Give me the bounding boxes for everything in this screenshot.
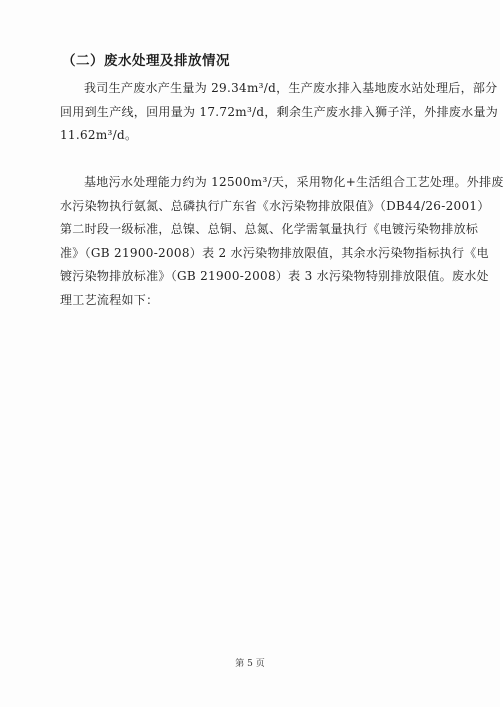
- paragraph-line: 11.62m³/d。: [60, 128, 138, 142]
- paragraph-line: 第二时段一级标准，总镍、总铜、总氮、化学需氧量执行《电镀污染物排放标: [60, 222, 479, 236]
- paragraph-treatment-standards: [60, 171, 504, 312]
- section-heading: （二）废水处理及排放情况: [62, 53, 230, 69]
- paragraph-wastewater-volume: [60, 77, 499, 148]
- paragraph-line: 基地污水处理能力约为 12500m³/天，采用物化+生活组合工艺处理。外排废: [84, 175, 504, 189]
- page-number: 第 5 页: [235, 659, 265, 669]
- paragraph-line: 回用到生产线，回用量为 17.72m³/d，剩余生产废水排入狮子洋，外排废水量为: [60, 104, 499, 119]
- paragraph-line: 理工艺流程如下：: [60, 292, 159, 307]
- paragraph-line: 镀污染物排放标准》（GB 21900-2008）表 3 水污染物特别排放限值。废水处: [60, 269, 489, 283]
- paragraph-line: 水污染物执行氨氮、总磷执行广东省《水污染物排放限值》（DB44/26-2001）: [60, 198, 490, 213]
- paragraph-line: 准》（GB 21900-2008）表 2 水污染物排放限值，其余水污染物指标执行《电: [60, 245, 489, 260]
- paragraph-line: 我司生产废水产生量为 29.34m³/d，生产废水排入基地废水站处理后，部分: [84, 81, 498, 95]
